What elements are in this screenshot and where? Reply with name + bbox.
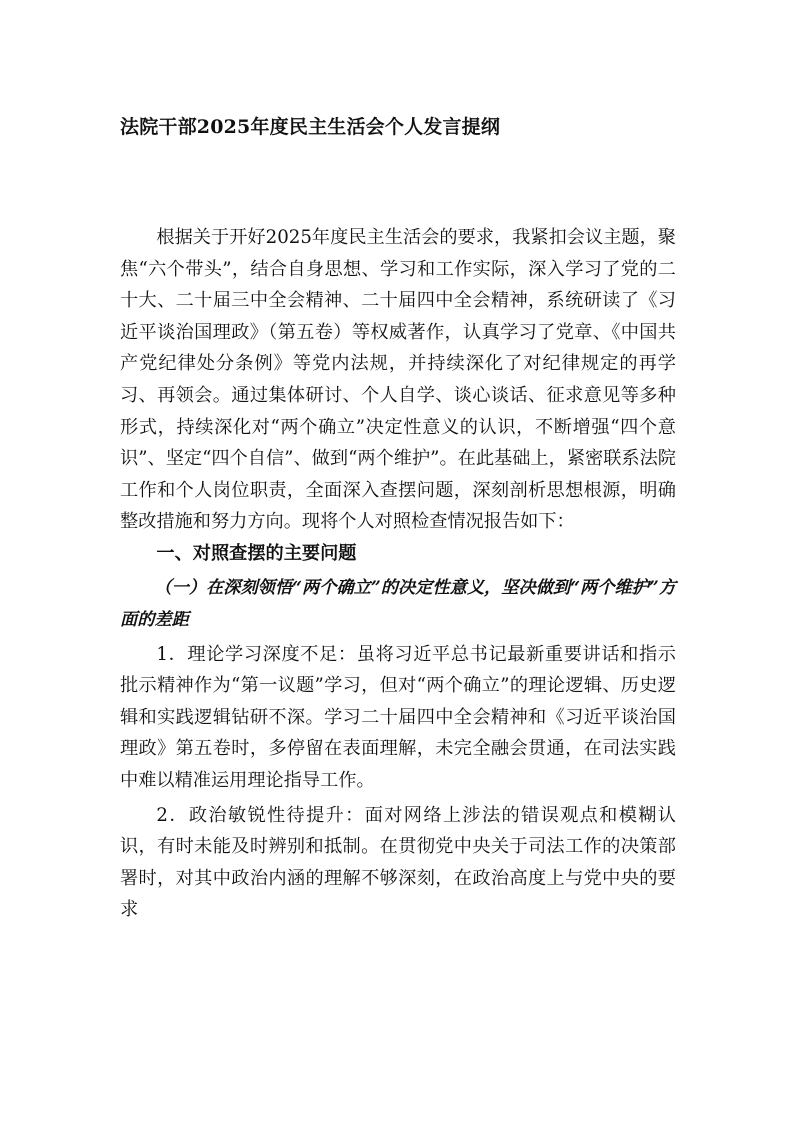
subsection-heading: （一）在深刻领悟“两个确立”的决定性意义，坚决做到“两个维护”方面的差距 [120,577,676,630]
intro-paragraph: 根据关于开好2025年度民主生活会的要求，我紧扣会议主题，聚焦“六个带头”，结合自身思想、学习和工作实际，深入学习了党的二十大、二十届三中全会精神、二十届四中全会精神，系统研读了《习近平谈治国理政》（第五卷）等权威著作，认真学习了党章、《中国共产党纪律处分条例》等党内法规，并持续深化了对纪律规定的再学习、再领会。通过集体研讨、个人自学、谈心谈话、征求意见等多种形式，持续深化对“两个确立”决定性意义的认识，不断增强“四个意识”、坚定“四个自信”、做到“两个维护”。在此基础上，紧密联系法院工作和个人岗位职责，全面深入查摆问题，深刻剖析思想根源，明确整改措施和努力方向。现将个人对照检查情况报告如下： [120,227,676,533]
document-title: 法院干部2025年度民主生活会个人发言提纲 [120,116,501,138]
item-paragraph-2: 2．政治敏锐性待提升：面对网络上涉法的错误观点和模糊认识，有时未能及时辨别和抵制。在贯彻党中央关于司法工作的决策部署时，对其中政治内涵的理解不够深刻，在政治高度上与党中央的要求 [120,804,676,921]
document-body [120,222,676,926]
section-heading: 一、对照查摆的主要问题 [156,542,357,564]
item-paragraph-1: 1．理论学习深度不足：虽将习近平总书记最新重要讲话和指示批示精神作为“第一议题”学习，但对“两个确立”的理论逻辑、历史逻辑和实践逻辑钻研不深。学习二十届四中全会精神和《习近平谈治国理政》第五卷时，多停留在表面理解，未完全融会贯通，在司法实践中难以精准运用理论指导工作。 [120,643,676,791]
